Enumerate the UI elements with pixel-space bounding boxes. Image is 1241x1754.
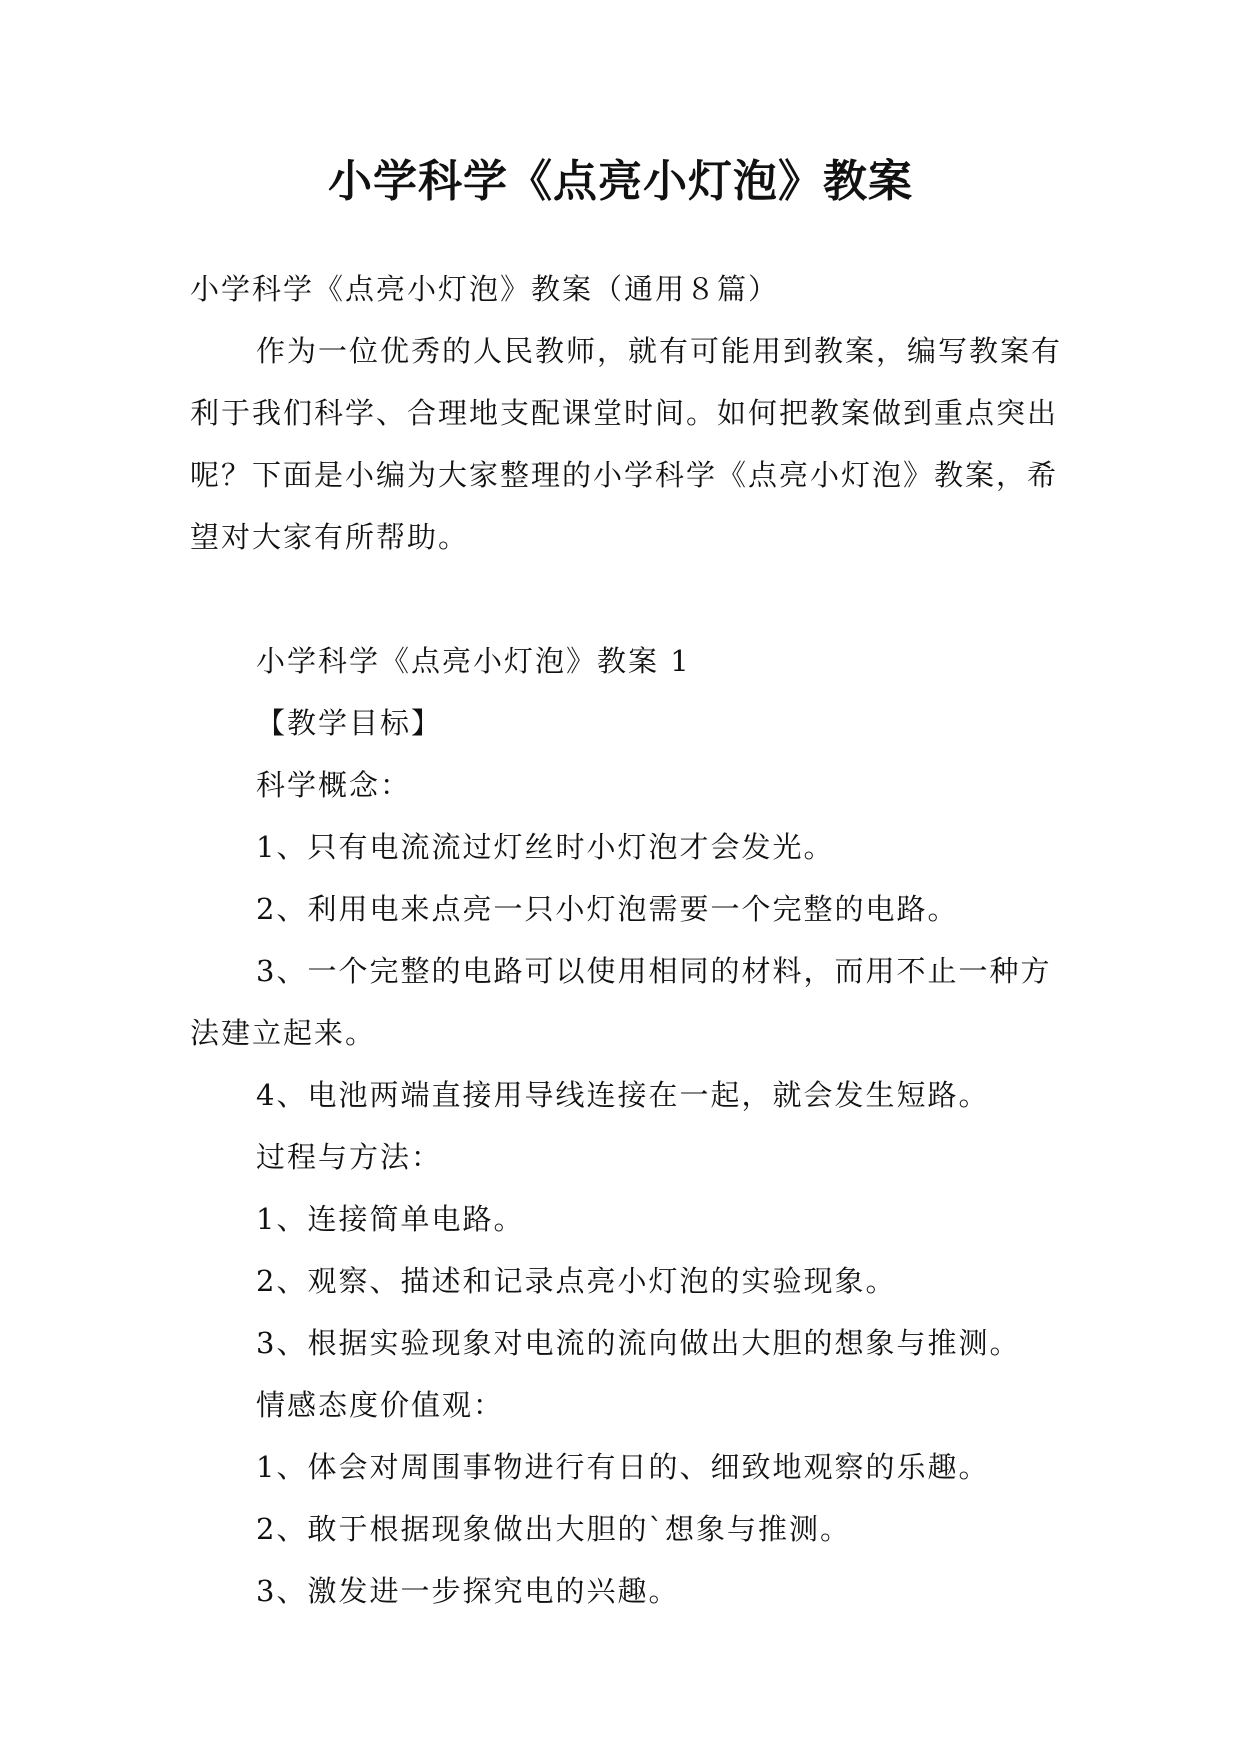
concept-item: 4、电池两端直接用导线连接在一起，就会发生短路。 <box>256 1078 990 1112</box>
attitude-item: 3、激发进一步探究电的兴趣。 <box>256 1574 680 1608</box>
process-item: 1、连接简单电路。 <box>256 1202 525 1236</box>
concept-item: 2、利用电来点亮一只小灯泡需要一个完整的电路。 <box>256 892 959 926</box>
process-heading: 过程与方法： <box>256 1140 443 1174</box>
document-subtitle: 小学科学《点亮小灯泡》教案（通用８篇） <box>190 272 780 306</box>
document-title: 小学科学《点亮小灯泡》教案 <box>328 156 913 207</box>
goals-heading: 【教学目标】 <box>256 706 443 740</box>
process-item: 2、观察、描述和记录点亮小灯泡的实验现象。 <box>256 1264 897 1298</box>
attitude-heading: 情感态度价值观： <box>256 1388 505 1422</box>
section-heading: 小学科学《点亮小灯泡》教案 1 <box>256 644 691 678</box>
document-body <box>190 258 1070 1622</box>
intro-paragraph: 作为一位优秀的人民教师，就有可能用到教案，编写教案有利于我们科学、合理地支配课堂时间。如何把教案做到重点突出呢？下面是小编为大家整理的小学科学《点亮小灯泡》教案，希望对大家有所帮助。 <box>190 334 1063 554</box>
attitude-item: 1、体会对周围事物进行有日的、细致地观察的乐趣。 <box>256 1450 990 1484</box>
concept-item: 1、只有电流流过灯丝时小灯泡才会发光。 <box>256 830 835 864</box>
process-item: 3、根据实验现象对电流的流向做出大胆的想象与推测。 <box>256 1326 1021 1360</box>
section-spacer <box>190 568 1070 630</box>
attitude-item: 2、敢于根据现象做出大胆的`想象与推测。 <box>256 1512 851 1546</box>
concepts-heading: 科学概念： <box>256 768 412 802</box>
concept-item: 3、一个完整的电路可以使用相同的材料，而用不止一种方法建立起来。 <box>190 954 1052 1050</box>
